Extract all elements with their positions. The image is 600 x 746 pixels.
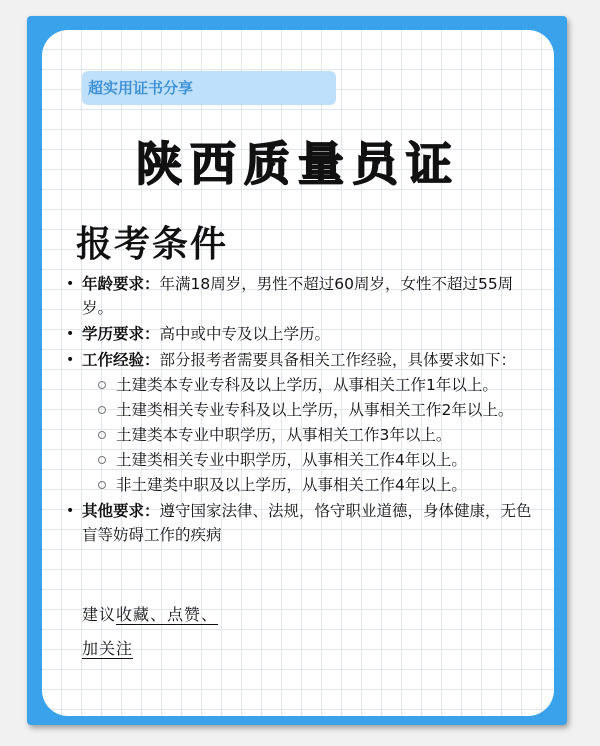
- item-label: 学历要求：: [82, 325, 160, 343]
- category-tag: 超实用证书分享: [82, 71, 336, 105]
- page-title: 陕西质量员证: [136, 137, 460, 191]
- sublist-item-text: 土建类相关专业专科及以上学历，从事相关工作2年以上。: [116, 401, 514, 419]
- sublist-item: [98, 423, 536, 447]
- sublist-item-text: 土建类相关专业中职学历，从事相关工作4年以上。: [116, 451, 467, 469]
- bullet-icon: •: [66, 503, 75, 519]
- sublist-item-text: 非土建类中职及以上学历，从事相关工作4年以上。: [116, 476, 467, 494]
- follow-link[interactable]: 加关注: [82, 639, 134, 658]
- circle-bullet-icon: [98, 406, 106, 414]
- bullet-icon: •: [66, 352, 75, 368]
- footer-prefix: 建议: [82, 605, 117, 624]
- footer-line-2: [82, 636, 133, 659]
- item-label: 工作经验：: [82, 351, 160, 369]
- sublist-item: [98, 473, 536, 497]
- circle-bullet-icon: [98, 456, 106, 464]
- item-text: 年满18周岁，男性不超过60周岁，女性不超过55周岁。: [82, 275, 514, 317]
- bullet-icon: •: [66, 326, 75, 342]
- list-item-experience: [66, 348, 536, 497]
- item-text: 遵守国家法律、法规，恪守职业道德，身体健康，无色盲等妨碍工作的疾病: [82, 502, 532, 544]
- requirements-list: [66, 272, 536, 549]
- item-text: 部分报考者需要具备相关工作经验，具体要求如下：: [159, 351, 517, 369]
- circle-bullet-icon: [98, 481, 106, 489]
- footer-line-1: [82, 602, 218, 625]
- sublist-item: [98, 373, 536, 397]
- list-item-age: [66, 272, 536, 320]
- sublist-item: [98, 448, 536, 472]
- item-label: 其他要求：: [82, 502, 160, 520]
- content-card: [42, 30, 554, 716]
- circle-bullet-icon: [98, 381, 106, 389]
- item-label: 年龄要求：: [82, 275, 160, 293]
- bullet-icon: •: [66, 276, 75, 292]
- circle-bullet-icon: [98, 431, 106, 439]
- sublist-item-text: 土建类本专业专科及以上学历，从事相关工作1年以上。: [116, 376, 498, 394]
- item-text: 高中或中专及以上学历。: [159, 325, 331, 343]
- save-like-link[interactable]: 收藏、点赞、: [116, 605, 219, 624]
- experience-sublist: [66, 373, 536, 497]
- sublist-item-text: 土建类本专业中职学历，从事相关工作3年以上。: [116, 426, 452, 444]
- list-item-education: [66, 322, 536, 346]
- sublist-item: [98, 398, 536, 422]
- list-item-other: [66, 499, 536, 547]
- section-title: 报考条件: [76, 224, 229, 265]
